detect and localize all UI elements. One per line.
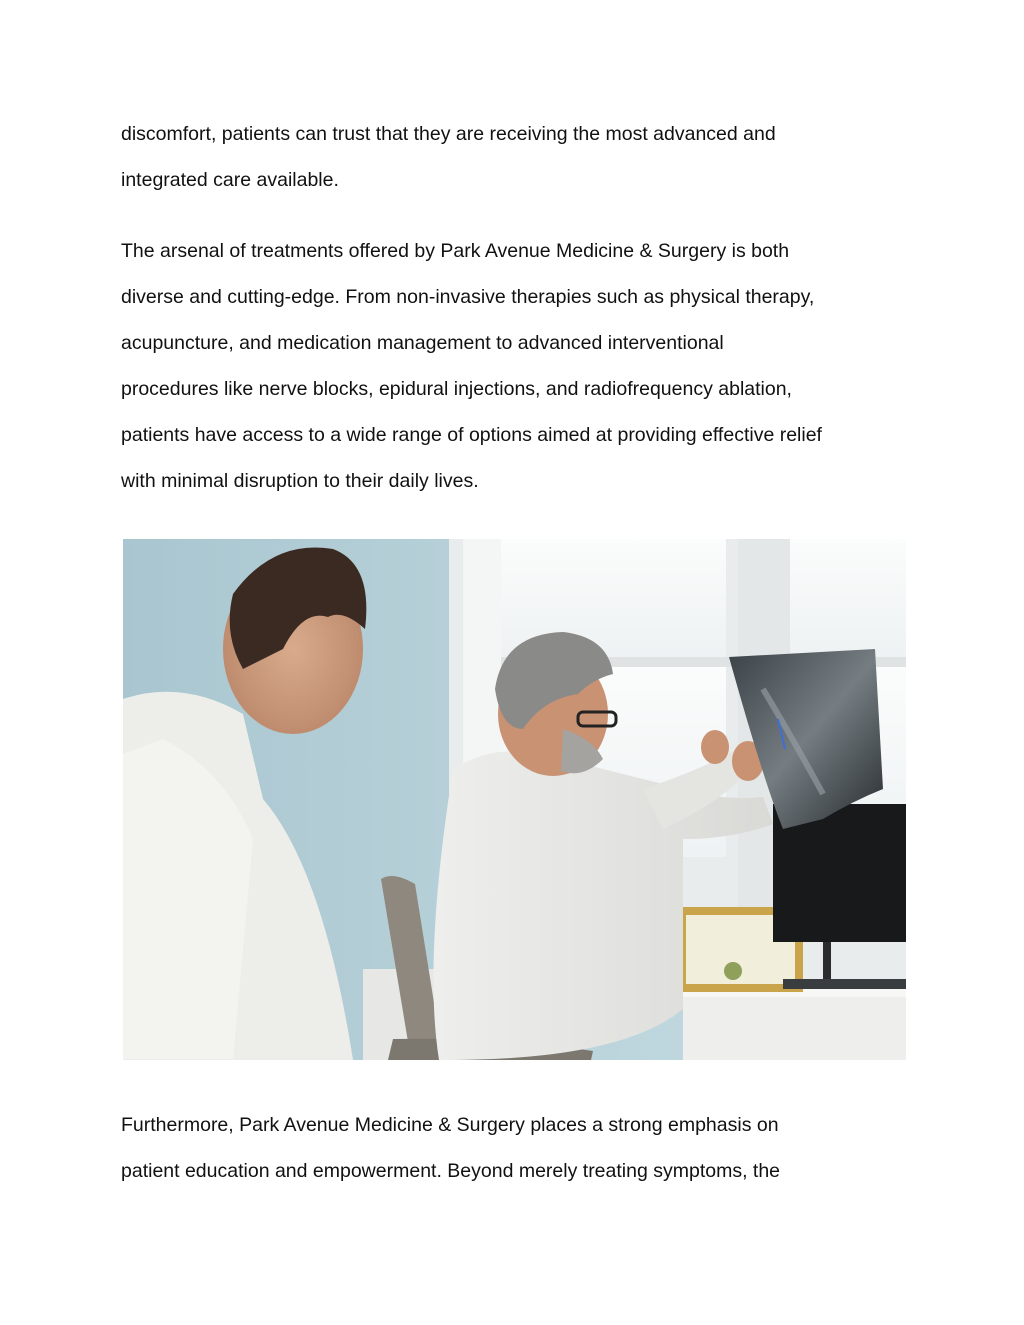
paragraph-education — [121, 1102, 921, 1194]
paragraph-line: Furthermore, Park Avenue Medicine & Surgery places a strong emphasis on — [121, 1114, 779, 1136]
paragraph-line: integrated care available. — [121, 169, 339, 191]
paragraph-line: acupuncture, and medication management to advanced interventional — [121, 332, 724, 354]
paragraph-line: with minimal disruption to their daily lives. — [121, 470, 479, 492]
paragraph-line: procedures like nerve blocks, epidural injections, and radiofrequency ablation, — [121, 378, 792, 400]
paragraph-line: discomfort, patients can trust that they are receiving the most advanced and — [121, 123, 776, 145]
paragraph-line: patient education and empowerment. Beyond merely treating symptoms, the — [121, 1160, 781, 1182]
doctor-xray-photo — [123, 539, 906, 1060]
paragraph-line: patients have access to a wide range of options aimed at providing effective relief — [121, 424, 822, 446]
paragraph-treatments — [121, 228, 921, 504]
paragraph-line: diverse and cutting-edge. From non-invasive therapies such as physical therapy, — [121, 286, 815, 308]
paragraph-line: The arsenal of treatments offered by Park Avenue Medicine & Surgery is both — [121, 240, 790, 262]
paragraph-continuation — [121, 111, 921, 203]
